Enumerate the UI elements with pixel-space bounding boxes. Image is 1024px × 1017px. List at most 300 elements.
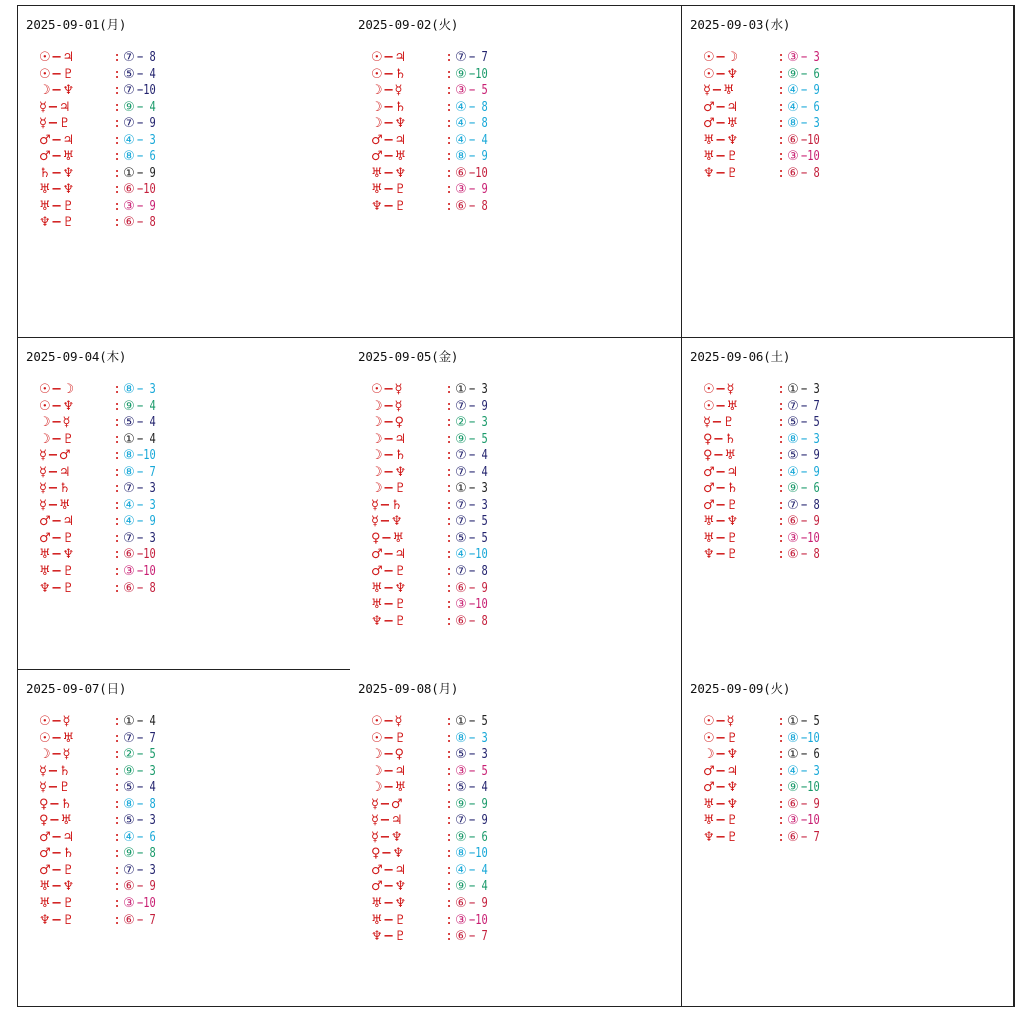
aspect-row (39, 215, 171, 232)
aspect-value: − 4 (137, 431, 156, 447)
planet-pair: ♀−♄ (39, 796, 73, 812)
aspect-value: − 9 (137, 198, 156, 214)
aspect-circle-number: ⑦ (455, 448, 467, 464)
planet-pair: ☉−☽ (703, 50, 739, 65)
aspect-value: − 6 (801, 99, 820, 115)
separator-colon: : (777, 149, 785, 165)
planet-pair: ☽−♃ (371, 431, 407, 447)
separator-colon: : (113, 912, 121, 928)
aspect-circle-number: ⑨ (123, 99, 135, 115)
aspect-row (371, 863, 503, 880)
aspect-circle-number: ⑤ (787, 448, 799, 464)
aspect-value: − 3 (469, 415, 488, 431)
separator-colon: : (445, 780, 453, 796)
planet-pair: ☿−♃ (371, 813, 404, 829)
aspect-circle-number: ③ (787, 530, 799, 546)
aspect-row (371, 813, 503, 830)
aspect-row (39, 564, 171, 581)
aspect-circle-number: ④ (455, 862, 467, 878)
aspect-row (371, 100, 503, 117)
aspect-list (703, 382, 835, 564)
aspect-row (371, 913, 503, 930)
separator-colon: : (445, 198, 453, 214)
planet-pair: ☉−♃ (371, 50, 407, 65)
aspect-circle-number: ④ (787, 83, 799, 99)
aspect-circle-number: ③ (123, 198, 135, 214)
aspect-circle-number: ⑧ (123, 464, 135, 480)
aspect-circle-number: ④ (455, 116, 467, 132)
aspect-value: − 7 (137, 730, 156, 746)
separator-colon: : (113, 116, 121, 132)
aspect-circle-number: ⑦ (455, 464, 467, 480)
planet-pair: ♀−♄ (703, 431, 737, 447)
aspect-value: − 3 (801, 763, 820, 779)
planet-pair: ☽−♆ (703, 747, 739, 763)
aspect-row (39, 547, 171, 564)
separator-colon: : (445, 464, 453, 480)
planet-pair: ♂−♆ (371, 879, 407, 895)
aspect-value: − 8 (137, 50, 156, 65)
aspect-row (703, 149, 835, 166)
aspect-row (39, 399, 171, 416)
aspect-row (371, 382, 503, 399)
aspect-value: − 3 (137, 862, 156, 878)
separator-colon: : (113, 99, 121, 115)
aspect-row (371, 448, 503, 465)
aspect-list (371, 714, 503, 946)
aspect-circle-number: ⑥ (787, 796, 799, 812)
aspect-value: − 3 (469, 382, 488, 397)
aspect-row (371, 83, 503, 100)
separator-colon: : (113, 763, 121, 779)
separator-colon: : (445, 165, 453, 181)
day-cell-6 (682, 338, 1014, 670)
separator-colon: : (777, 530, 785, 546)
planet-pair: ♂−♃ (39, 514, 75, 530)
aspect-row (39, 913, 171, 930)
separator-colon: : (113, 431, 121, 447)
aspect-row (371, 432, 503, 449)
aspect-value: − 6 (469, 829, 488, 845)
aspect-circle-number: ④ (455, 132, 467, 148)
planet-pair: ☽−♄ (371, 99, 407, 115)
aspect-list (703, 50, 835, 182)
aspect-circle-number: ⑦ (123, 50, 135, 65)
aspect-row (703, 166, 835, 183)
aspect-circle-number: ③ (455, 763, 467, 779)
planet-pair: ☉−☿ (703, 714, 736, 729)
aspect-row (703, 83, 835, 100)
aspect-circle-number: ⑥ (455, 165, 467, 181)
separator-colon: : (777, 829, 785, 845)
aspect-circle-number: ⑦ (455, 497, 467, 513)
planet-pair: ☽−☿ (371, 398, 404, 414)
aspect-value: − 6 (801, 481, 820, 497)
separator-colon: : (113, 215, 121, 231)
separator-colon: : (777, 165, 785, 181)
aspect-circle-number: ⑨ (787, 780, 799, 796)
aspect-circle-number: ① (455, 481, 467, 497)
planet-pair: ☿−♃ (39, 99, 72, 115)
planet-pair: ☽−♆ (39, 83, 75, 99)
aspect-circle-number: ④ (123, 497, 135, 513)
aspect-row (39, 166, 171, 183)
aspect-value: − 9 (469, 896, 488, 912)
separator-colon: : (445, 132, 453, 148)
planet-pair: ♂−♄ (39, 846, 75, 862)
planet-pair: ♂−♅ (703, 116, 739, 132)
aspect-value: − 5 (801, 714, 820, 729)
aspect-row (371, 50, 503, 67)
aspect-row (703, 481, 835, 498)
aspect-circle-number: ⑤ (123, 780, 135, 796)
day-cell-8 (350, 670, 682, 1006)
aspect-circle-number: ⑧ (787, 116, 799, 132)
aspect-circle-number: ⑦ (123, 730, 135, 746)
separator-colon: : (113, 165, 121, 181)
aspect-value: − 3 (801, 116, 820, 132)
aspect-value: − 9 (801, 796, 820, 812)
aspect-row (371, 465, 503, 482)
aspect-row (371, 896, 503, 913)
planet-pair: ☉−♅ (39, 730, 75, 746)
planet-pair: ♅−♆ (371, 165, 407, 181)
aspect-value: − 8 (137, 796, 156, 812)
aspect-circle-number: ① (787, 714, 799, 729)
planet-pair: ♂−♅ (371, 149, 407, 165)
aspect-circle-number: ⑦ (455, 514, 467, 530)
day-cell-3 (682, 6, 1014, 338)
aspect-row (39, 879, 171, 896)
aspect-row (371, 498, 503, 515)
planet-pair: ☿−♇ (703, 415, 736, 431)
aspect-circle-number: ③ (455, 182, 467, 198)
aspect-circle-number: ⑤ (455, 780, 467, 796)
separator-colon: : (777, 464, 785, 480)
aspect-value: − 3 (801, 382, 820, 397)
aspect-value: − 8 (137, 215, 156, 231)
aspect-row (703, 813, 835, 830)
aspect-row (703, 67, 835, 84)
aspect-value: − 6 (137, 149, 156, 165)
aspect-circle-number: ⑥ (455, 580, 467, 596)
planet-pair: ♀−♅ (39, 813, 73, 829)
aspect-circle-number: ⑨ (123, 763, 135, 779)
aspect-value: − 4 (137, 66, 156, 82)
aspect-row (39, 149, 171, 166)
aspect-row (39, 764, 171, 781)
aspect-value: − 7 (469, 929, 488, 945)
separator-colon: : (777, 415, 785, 431)
aspect-row (703, 531, 835, 548)
aspect-row (371, 415, 503, 432)
aspect-row (39, 498, 171, 515)
aspect-circle-number: ⑧ (787, 431, 799, 447)
aspect-circle-number: ① (123, 165, 135, 181)
planet-pair: ♂−♃ (703, 99, 739, 115)
planet-pair: ♆−♇ (39, 580, 75, 596)
aspect-row (39, 83, 171, 100)
separator-colon: : (445, 730, 453, 746)
separator-colon: : (113, 580, 121, 596)
aspect-value: − 8 (801, 165, 820, 181)
aspect-circle-number: ⑥ (455, 896, 467, 912)
planet-pair: ☉−♆ (703, 66, 739, 82)
aspect-row (39, 199, 171, 216)
separator-colon: : (445, 912, 453, 928)
aspect-value: − 3 (469, 497, 488, 513)
planet-pair: ♂−♃ (371, 862, 407, 878)
separator-colon: : (113, 514, 121, 530)
aspect-row (703, 465, 835, 482)
aspect-circle-number: ② (123, 747, 135, 763)
aspect-value: − 4 (469, 448, 488, 464)
planet-pair: ♅−♇ (371, 597, 407, 613)
aspect-value: − 3 (469, 730, 488, 746)
planet-pair: ♂−♃ (703, 763, 739, 779)
aspect-circle-number: ⑥ (123, 879, 135, 895)
separator-colon: : (445, 448, 453, 464)
aspect-row (703, 432, 835, 449)
aspect-row (371, 481, 503, 498)
separator-colon: : (777, 763, 785, 779)
aspect-value: − 5 (469, 514, 488, 530)
separator-colon: : (777, 796, 785, 812)
planet-pair: ♅−♇ (371, 912, 407, 928)
separator-colon: : (113, 829, 121, 845)
aspect-value: −10 (801, 730, 820, 746)
aspect-row (39, 531, 171, 548)
aspect-value: − 3 (469, 481, 488, 497)
separator-colon: : (113, 66, 121, 82)
separator-colon: : (777, 116, 785, 132)
planet-pair: ♅−♇ (39, 896, 75, 912)
aspect-value: − 7 (801, 829, 820, 845)
aspect-value: −10 (801, 132, 820, 148)
day-cell-7 (18, 670, 350, 1006)
separator-colon: : (113, 464, 121, 480)
aspect-row (39, 797, 171, 814)
aspect-row (39, 448, 171, 465)
aspect-circle-number: ⑤ (123, 415, 135, 431)
aspect-circle-number: ⑨ (455, 66, 467, 82)
aspect-circle-number: ③ (787, 813, 799, 829)
aspect-row (371, 614, 503, 631)
separator-colon: : (445, 382, 453, 397)
aspect-value: −10 (137, 547, 156, 563)
aspect-circle-number: ⑨ (455, 879, 467, 895)
separator-colon: : (113, 50, 121, 65)
planet-pair: ☿−♄ (39, 481, 72, 497)
aspect-value: − 4 (469, 464, 488, 480)
planet-pair: ☿−♃ (39, 464, 72, 480)
separator-colon: : (777, 382, 785, 397)
aspect-value: −10 (801, 530, 820, 546)
aspect-circle-number: ⑤ (123, 813, 135, 829)
separator-colon: : (445, 116, 453, 132)
planet-pair: ☽−☿ (39, 415, 72, 431)
aspect-value: − 8 (469, 564, 488, 580)
aspect-row (703, 100, 835, 117)
aspect-circle-number: ⑦ (455, 564, 467, 580)
planet-pair: ♀−♆ (371, 846, 405, 862)
separator-colon: : (113, 448, 121, 464)
aspect-row (371, 581, 503, 598)
day-date: 2025-09-01(月) (26, 17, 127, 32)
aspect-circle-number: ③ (455, 912, 467, 928)
planet-pair: ☉−♆ (39, 398, 75, 414)
aspect-circle-number: ⑦ (787, 497, 799, 513)
planet-pair: ☿−♆ (371, 829, 404, 845)
aspect-circle-number: ⑦ (455, 398, 467, 414)
planet-pair: ☿−♄ (371, 497, 404, 513)
separator-colon: : (445, 879, 453, 895)
aspect-row (39, 581, 171, 598)
separator-colon: : (113, 132, 121, 148)
separator-colon: : (113, 149, 121, 165)
separator-colon: : (113, 497, 121, 513)
separator-colon: : (777, 547, 785, 563)
separator-colon: : (445, 99, 453, 115)
aspect-row (39, 514, 171, 531)
planet-pair: ☉−♅ (703, 398, 739, 414)
day-cell-2 (350, 6, 682, 338)
separator-colon: : (445, 763, 453, 779)
aspect-row (703, 714, 835, 731)
planet-pair: ☉−♇ (371, 730, 407, 746)
aspect-circle-number: ⑥ (787, 514, 799, 530)
separator-colon: : (113, 846, 121, 862)
aspect-row (371, 547, 503, 564)
aspect-value: − 6 (137, 829, 156, 845)
aspect-row (703, 133, 835, 150)
aspect-row (371, 182, 503, 199)
aspect-row (371, 747, 503, 764)
aspect-value: − 9 (469, 796, 488, 812)
planet-pair: ☿−♇ (39, 780, 72, 796)
aspect-list (39, 714, 171, 929)
aspect-circle-number: ⑧ (123, 448, 135, 464)
aspect-value: − 5 (469, 431, 488, 447)
aspect-row (371, 514, 503, 531)
aspect-circle-number: ⑨ (123, 398, 135, 414)
separator-colon: : (445, 813, 453, 829)
aspect-circle-number: ⑨ (787, 481, 799, 497)
aspect-circle-number: ⑦ (123, 862, 135, 878)
aspect-row (39, 481, 171, 498)
planet-pair: ♀−♅ (703, 448, 737, 464)
aspect-list (371, 382, 503, 630)
separator-colon: : (113, 564, 121, 580)
aspect-value: −10 (137, 896, 156, 912)
separator-colon: : (445, 497, 453, 513)
separator-colon: : (445, 182, 453, 198)
aspect-value: −10 (801, 813, 820, 829)
aspect-value: − 6 (801, 747, 820, 763)
planet-pair: ♅−♆ (39, 547, 75, 563)
separator-colon: : (445, 50, 453, 65)
separator-colon: : (445, 149, 453, 165)
aspect-row (39, 432, 171, 449)
planet-pair: ♅−♆ (703, 796, 739, 812)
separator-colon: : (445, 431, 453, 447)
planet-pair: ♂−♃ (371, 132, 407, 148)
aspect-value: − 3 (801, 50, 820, 65)
planet-pair: ☽−♅ (371, 780, 407, 796)
aspect-circle-number: ⑨ (455, 431, 467, 447)
aspect-value: − 9 (801, 464, 820, 480)
aspect-value: −10 (137, 182, 156, 198)
planet-pair: ♅−♆ (703, 514, 739, 530)
planet-pair: ☽−♆ (371, 464, 407, 480)
planet-pair: ☉−♇ (703, 730, 739, 746)
separator-colon: : (777, 497, 785, 513)
aspect-row (703, 448, 835, 465)
separator-colon: : (113, 747, 121, 763)
separator-colon: : (113, 780, 121, 796)
planet-pair: ♅−♇ (703, 813, 739, 829)
separator-colon: : (777, 448, 785, 464)
aspect-row (39, 896, 171, 913)
separator-colon: : (113, 714, 121, 729)
planet-pair: ♆−♇ (703, 165, 739, 181)
aspect-value: − 3 (137, 481, 156, 497)
aspect-row (39, 133, 171, 150)
planet-pair: ♅−♆ (371, 580, 407, 596)
aspect-row (371, 830, 503, 847)
aspect-value: − 3 (137, 813, 156, 829)
planet-pair: ♅−♇ (39, 564, 75, 580)
separator-colon: : (445, 613, 453, 629)
planet-pair: ☽−♀ (371, 415, 405, 431)
separator-colon: : (445, 829, 453, 845)
aspect-circle-number: ⑧ (123, 149, 135, 165)
aspect-value: − 9 (137, 879, 156, 895)
aspect-circle-number: ⑤ (787, 415, 799, 431)
planet-pair: ♅−♇ (371, 182, 407, 198)
planet-pair: ☽−♄ (371, 448, 407, 464)
planet-pair: ☿−♆ (371, 514, 404, 530)
aspect-value: − 8 (469, 116, 488, 132)
planet-pair: ☉−♄ (371, 66, 407, 82)
aspect-value: − 3 (137, 763, 156, 779)
aspect-circle-number: ⑦ (123, 116, 135, 132)
aspect-row (371, 764, 503, 781)
day-date: 2025-09-08(月) (358, 681, 459, 696)
separator-colon: : (777, 431, 785, 447)
aspect-row (703, 764, 835, 781)
separator-colon: : (445, 714, 453, 729)
aspect-row (703, 116, 835, 133)
aspect-value: − 8 (469, 613, 488, 629)
aspect-circle-number: ⑧ (455, 730, 467, 746)
aspect-row (371, 531, 503, 548)
aspect-value: −10 (469, 912, 488, 928)
aspect-circle-number: ① (455, 714, 467, 729)
separator-colon: : (445, 846, 453, 862)
aspect-row (39, 813, 171, 830)
separator-colon: : (113, 530, 121, 546)
aspect-circle-number: ⑤ (123, 66, 135, 82)
day-cell-4 (18, 338, 350, 670)
planet-pair: ♂−♇ (703, 497, 739, 513)
aspect-row (371, 67, 503, 84)
planet-pair: ♂−♃ (39, 132, 75, 148)
aspect-value: − 9 (801, 514, 820, 530)
aspect-circle-number: ⑥ (123, 547, 135, 563)
aspect-value: − 7 (137, 912, 156, 928)
aspect-value: − 9 (137, 165, 156, 181)
